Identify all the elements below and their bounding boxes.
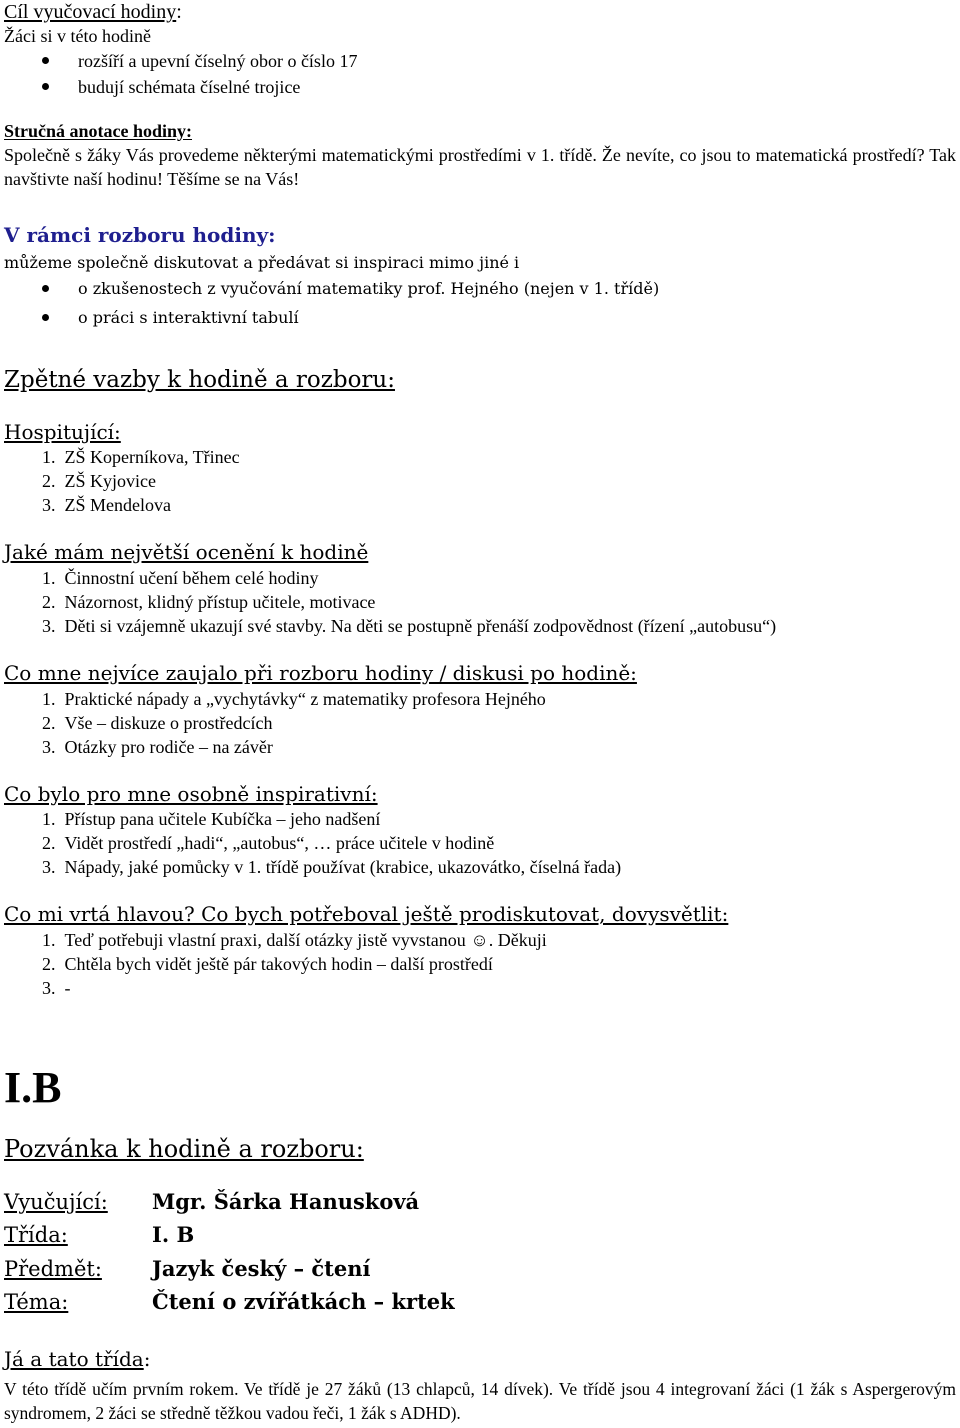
observers-heading: Hospitující:: [4, 420, 121, 444]
list-item: 1. Praktické nápady a „vychytávky“ z matematiky profesora Hejného: [42, 689, 546, 709]
field-row-topic: [4, 1288, 956, 1316]
field-row-teacher: [4, 1188, 956, 1216]
list-item: 1. Přístup pana učitele Kubíčka – jeho nadšení: [42, 809, 381, 829]
list-item: 3. Otázky pro rodiče – na závěr: [42, 737, 273, 757]
questions-heading: Co mi vrtá hlavou? Co bych potřeboval ještě prodiskutovat, dovysvětlit:: [4, 902, 729, 926]
list-item: 3. Nápady, jaké pomůcky v 1. třídě používat (krabice, ukazovátko, číselná řada): [42, 857, 622, 877]
annotation-heading: Stručná anotace hodiny:: [4, 121, 193, 141]
field-label: Předmět:: [4, 1257, 102, 1281]
bullet-dot: [42, 285, 49, 292]
field-value: Mgr. Šárka Hanusková: [152, 1189, 420, 1214]
me-text: V této třídě učím prvním rokem. Ve třídě je 27 žáků (13 chlapců, 14 dívek). Ve třídě jsou 4 integrovaní žáci (1 žák s Aspergerovým syndromem, 2 žáci se středně těžkou vadou řeči, 1 žák s ADHD).: [4, 1379, 956, 1423]
field-label: Vyučující:: [4, 1190, 108, 1214]
feedback-heading: Zpětné vazby k hodině a rozboru:: [4, 367, 395, 393]
list-item: 2. Vidět prostředí „hadi“, „autobus“, … práce učitele v hodině: [42, 833, 495, 853]
goal-bullet-2: budují schémata číselné trojice: [78, 77, 301, 97]
list-item: 1. Činnostní učení během celé hodiny: [42, 568, 319, 588]
list-item: 3. -: [42, 978, 71, 998]
list-item: 2. ZŠ Kyjovice: [42, 471, 156, 491]
smiley-icon: ☺: [470, 930, 489, 950]
class-title: I.B: [4, 1063, 62, 1112]
bullet-dot: [42, 83, 49, 90]
list-item: 1. ZŠ Koperníkova, Třinec: [42, 447, 240, 467]
goal-heading: Cíl vyučovací hodiny:: [4, 1, 182, 23]
field-value: Čtení o zvířátkách – krtek: [152, 1289, 455, 1314]
list-item: 3. ZŠ Mendelova: [42, 495, 171, 515]
interest-heading: Co mne nejvíce zaujalo při rozboru hodiny / diskusi po hodině:: [4, 661, 637, 685]
me-heading: Já a tato třída:: [4, 1347, 151, 1371]
list-item: 2. Vše – diskuze o prostředcích: [42, 713, 273, 733]
bullet-dot: [42, 57, 49, 64]
list-item: 2. Chtěla bych vidět ještě pár takových hodin – další prostředí: [42, 954, 493, 974]
field-value: I. B: [152, 1222, 195, 1247]
appreciation-heading: Jaké mám největší ocenění k hodině: [4, 540, 369, 564]
field-label: Téma:: [4, 1290, 69, 1314]
inspiring-heading: Co bylo pro mne osobně inspirativní:: [4, 782, 378, 806]
annotation-text: Společně s žáky Vás provedeme některými matematickými prostředími v 1. třídě. Že nevíte, co jsou to matematická prostředí? Tak navštivte naší hodinu! Těšíme se na Vás!: [4, 145, 956, 189]
analysis-heading: V rámci rozboru hodiny:: [4, 223, 276, 247]
analysis-bullet-1: o zkušenostech z vyučování matematiky prof. Hejného (nejen v 1. třídě): [78, 279, 660, 298]
analysis-intro: můžeme společně diskutovat a předávat si inspiraci mimo jiné i: [4, 253, 520, 272]
goal-bullet-1: rozšíří a upevní číselný obor o číslo 17: [78, 51, 358, 71]
field-value: Jazyk český – čtení: [152, 1256, 371, 1281]
field-row-class: [4, 1221, 956, 1249]
list-item: 2. Názornost, klidný přístup učitele, motivace: [42, 592, 376, 612]
field-row-subject: [4, 1255, 956, 1283]
list-item: 3. Děti si vzájemně ukazují své stavby. Na děti se postupně přenáší zodpovědnost (řízení „autobusu“): [42, 616, 777, 636]
bullet-dot: [42, 314, 49, 321]
field-label: Třída:: [4, 1223, 68, 1247]
goal-intro: Žáci si v této hodině: [4, 26, 151, 46]
invitation-heading: Pozvánka k hodině a rozboru:: [4, 1135, 364, 1163]
analysis-bullet-2: o práci s interaktivní tabulí: [78, 308, 299, 327]
list-item: 1. Teď potřebuji vlastní praxi, další otázky jistě vyvstanou ☺. Děkuji: [42, 930, 547, 950]
